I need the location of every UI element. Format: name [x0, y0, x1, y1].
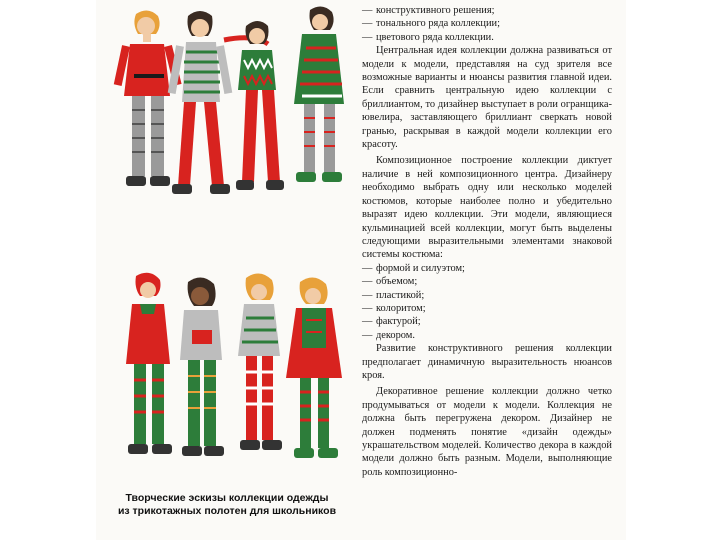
- caption-line: из трикотажных полотен для школьников: [117, 505, 337, 517]
- fashion-sketches-top: [96, 0, 358, 262]
- list-top: [362, 4, 612, 44]
- list-bottom: [362, 262, 612, 342]
- list-item: — фактурой;: [362, 315, 612, 328]
- caption-line: Творческие эскизы коллекции одежды: [125, 492, 329, 504]
- list-item: — колоритом;: [362, 302, 612, 315]
- body-text-column: [362, 4, 612, 479]
- list-item: — цветового ряда коллекции.: [362, 31, 612, 44]
- list-item: — формой и силуэтом;: [362, 262, 612, 275]
- figure-caption: [96, 492, 358, 518]
- fashion-sketches-bottom: [96, 268, 358, 490]
- paragraph: Декоративное решение коллекции должно четко продумываться от модели к модели. Коллекция не должна быть перегружена декором. Дизайнер не должен подменять понятие «дизайн одежды» украшательством моделей. Количество декора в каждой модели должно быть разным. Модели, выполняющие роль композиционно-: [362, 386, 612, 478]
- sketch-figure: [238, 273, 282, 450]
- paragraph: Композиционное построение коллекции диктует наличие в ней композиционного центра. Дизайнеру необходимо выбрать одну или несколько моделей костюмов, которые наиболее полно и убедительно выразят идею коллекции. Эти модели, являющиеся кульминацией всей коллекции, могут быть выделены следующими выразительными элементами знаковой системы костюма:: [362, 155, 612, 261]
- list-item: — тонального ряда коллекции;: [362, 17, 612, 30]
- list-item: — пластикой;: [362, 289, 612, 302]
- sketch-illustration-bottom: [96, 268, 358, 490]
- paragraph: Развитие конструктивного решения коллекции предполагает динамичную выразительность нюансов кроя.: [362, 343, 612, 381]
- paragraph: Центральная идея коллекции должна развиваться от модели к модели, представляя на суд зрителя все возможные варианты и нюансы развития главной идеи. Если сравнить центральную идею коллекции с бриллиантом, то дизайнер выступает в роли огранщика-ювелира, заставляющего бриллиант сверкать новой гранью, раскрывая в каждой модели коллекции его красоту.: [362, 45, 612, 151]
- sketch-figure: [114, 10, 182, 186]
- sketch-figure: [294, 6, 344, 182]
- list-item: — декором.: [362, 329, 612, 342]
- sketch-illustration-top: [96, 0, 358, 262]
- sketch-figure: [236, 21, 284, 190]
- sketch-figure: [126, 273, 172, 454]
- list-item: — объемом;: [362, 275, 612, 288]
- list-item: — конструктивного решения;: [362, 4, 612, 17]
- sketch-figure: [180, 277, 224, 456]
- sketch-figure: [286, 277, 342, 458]
